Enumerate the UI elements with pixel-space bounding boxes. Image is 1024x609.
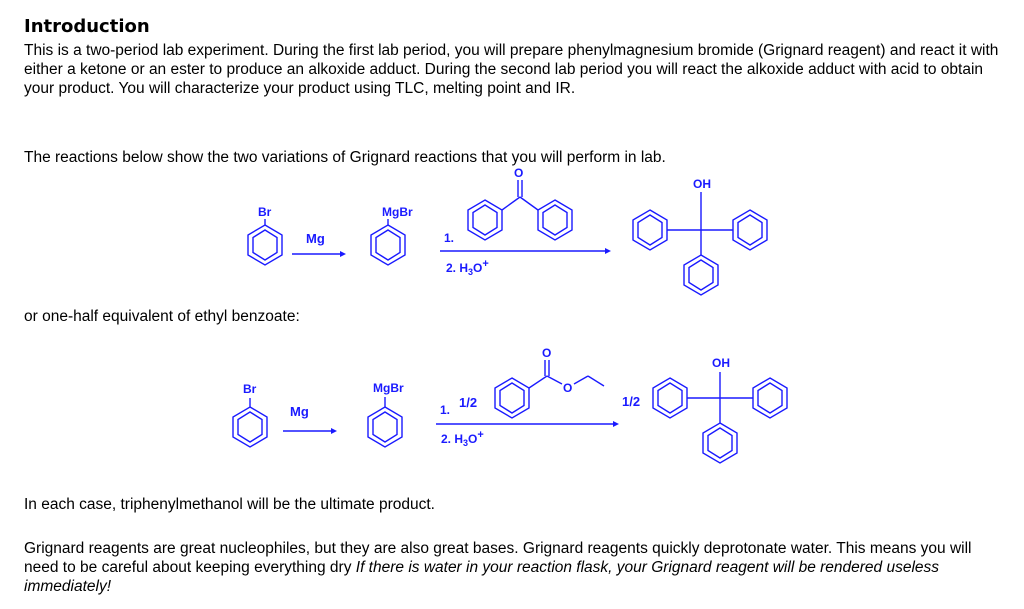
arrow-head-icon — [613, 421, 619, 427]
mgbr-label: MgBr — [373, 381, 404, 395]
warning-text: Grignard reagents are great nucleophiles, but they are also great bases. Grignard reagents quickly deprotonate water. This means you will need to be careful about keeping everything dry — [24, 540, 972, 576]
warning-paragraph — [24, 539, 999, 596]
step1-label: 1. — [444, 231, 455, 245]
half-equivalent-label: 1/2 — [459, 395, 478, 410]
mg-label: Mg — [306, 231, 325, 246]
ester-paragraph: or one-half equivalent of ethyl benzoate: — [24, 308, 300, 325]
reactions-paragraph: The reactions below show the two variations of Grignard reactions that you will perform in lab. — [24, 149, 666, 166]
mgbr-label: MgBr — [382, 205, 413, 219]
half-product-label: 1/2 — [622, 394, 641, 409]
mg-label: Mg — [290, 404, 309, 419]
oh-label: OH — [712, 356, 730, 370]
triphenylmethanol-structure — [653, 356, 787, 463]
section-heading: Introduction — [24, 16, 150, 37]
ethyl-benzoate-structure — [495, 346, 604, 418]
br-label: Br — [258, 205, 272, 219]
step1-label: 1. — [440, 403, 451, 417]
intro-paragraph: This is a two-period lab experiment. During the first lab period, you will prepare phenylmagnesium bromide (Grignard reagent) and react it with either a ketone or an ester to produce an alkoxide adduct. During the second lab period you will react the alkoxide adduct with acid to obtain your product. You will characterize your product using TLC, melting point and IR. — [24, 42, 999, 97]
oh-label: OH — [693, 177, 711, 191]
warning-italic-text: If there is water in your reaction flask, your Grignard reagent will be rendered useless immediately! — [24, 559, 940, 595]
bromobenzene-structure — [233, 382, 267, 447]
step2-label: 2. $H_3O+$ — [441, 429, 484, 448]
product-paragraph: In each case, triphenylmethanol will be the ultimate product. — [24, 496, 435, 513]
arrow-head-icon — [331, 428, 337, 434]
o-label: O — [514, 166, 524, 180]
phenylmagnesium-bromide-structure — [368, 381, 404, 447]
o-ester-label: O — [563, 381, 573, 395]
br-label: Br — [243, 382, 257, 396]
o-carbonyl-label: O — [542, 346, 552, 360]
step2-label: 2. $H_3O+$ — [446, 258, 489, 277]
